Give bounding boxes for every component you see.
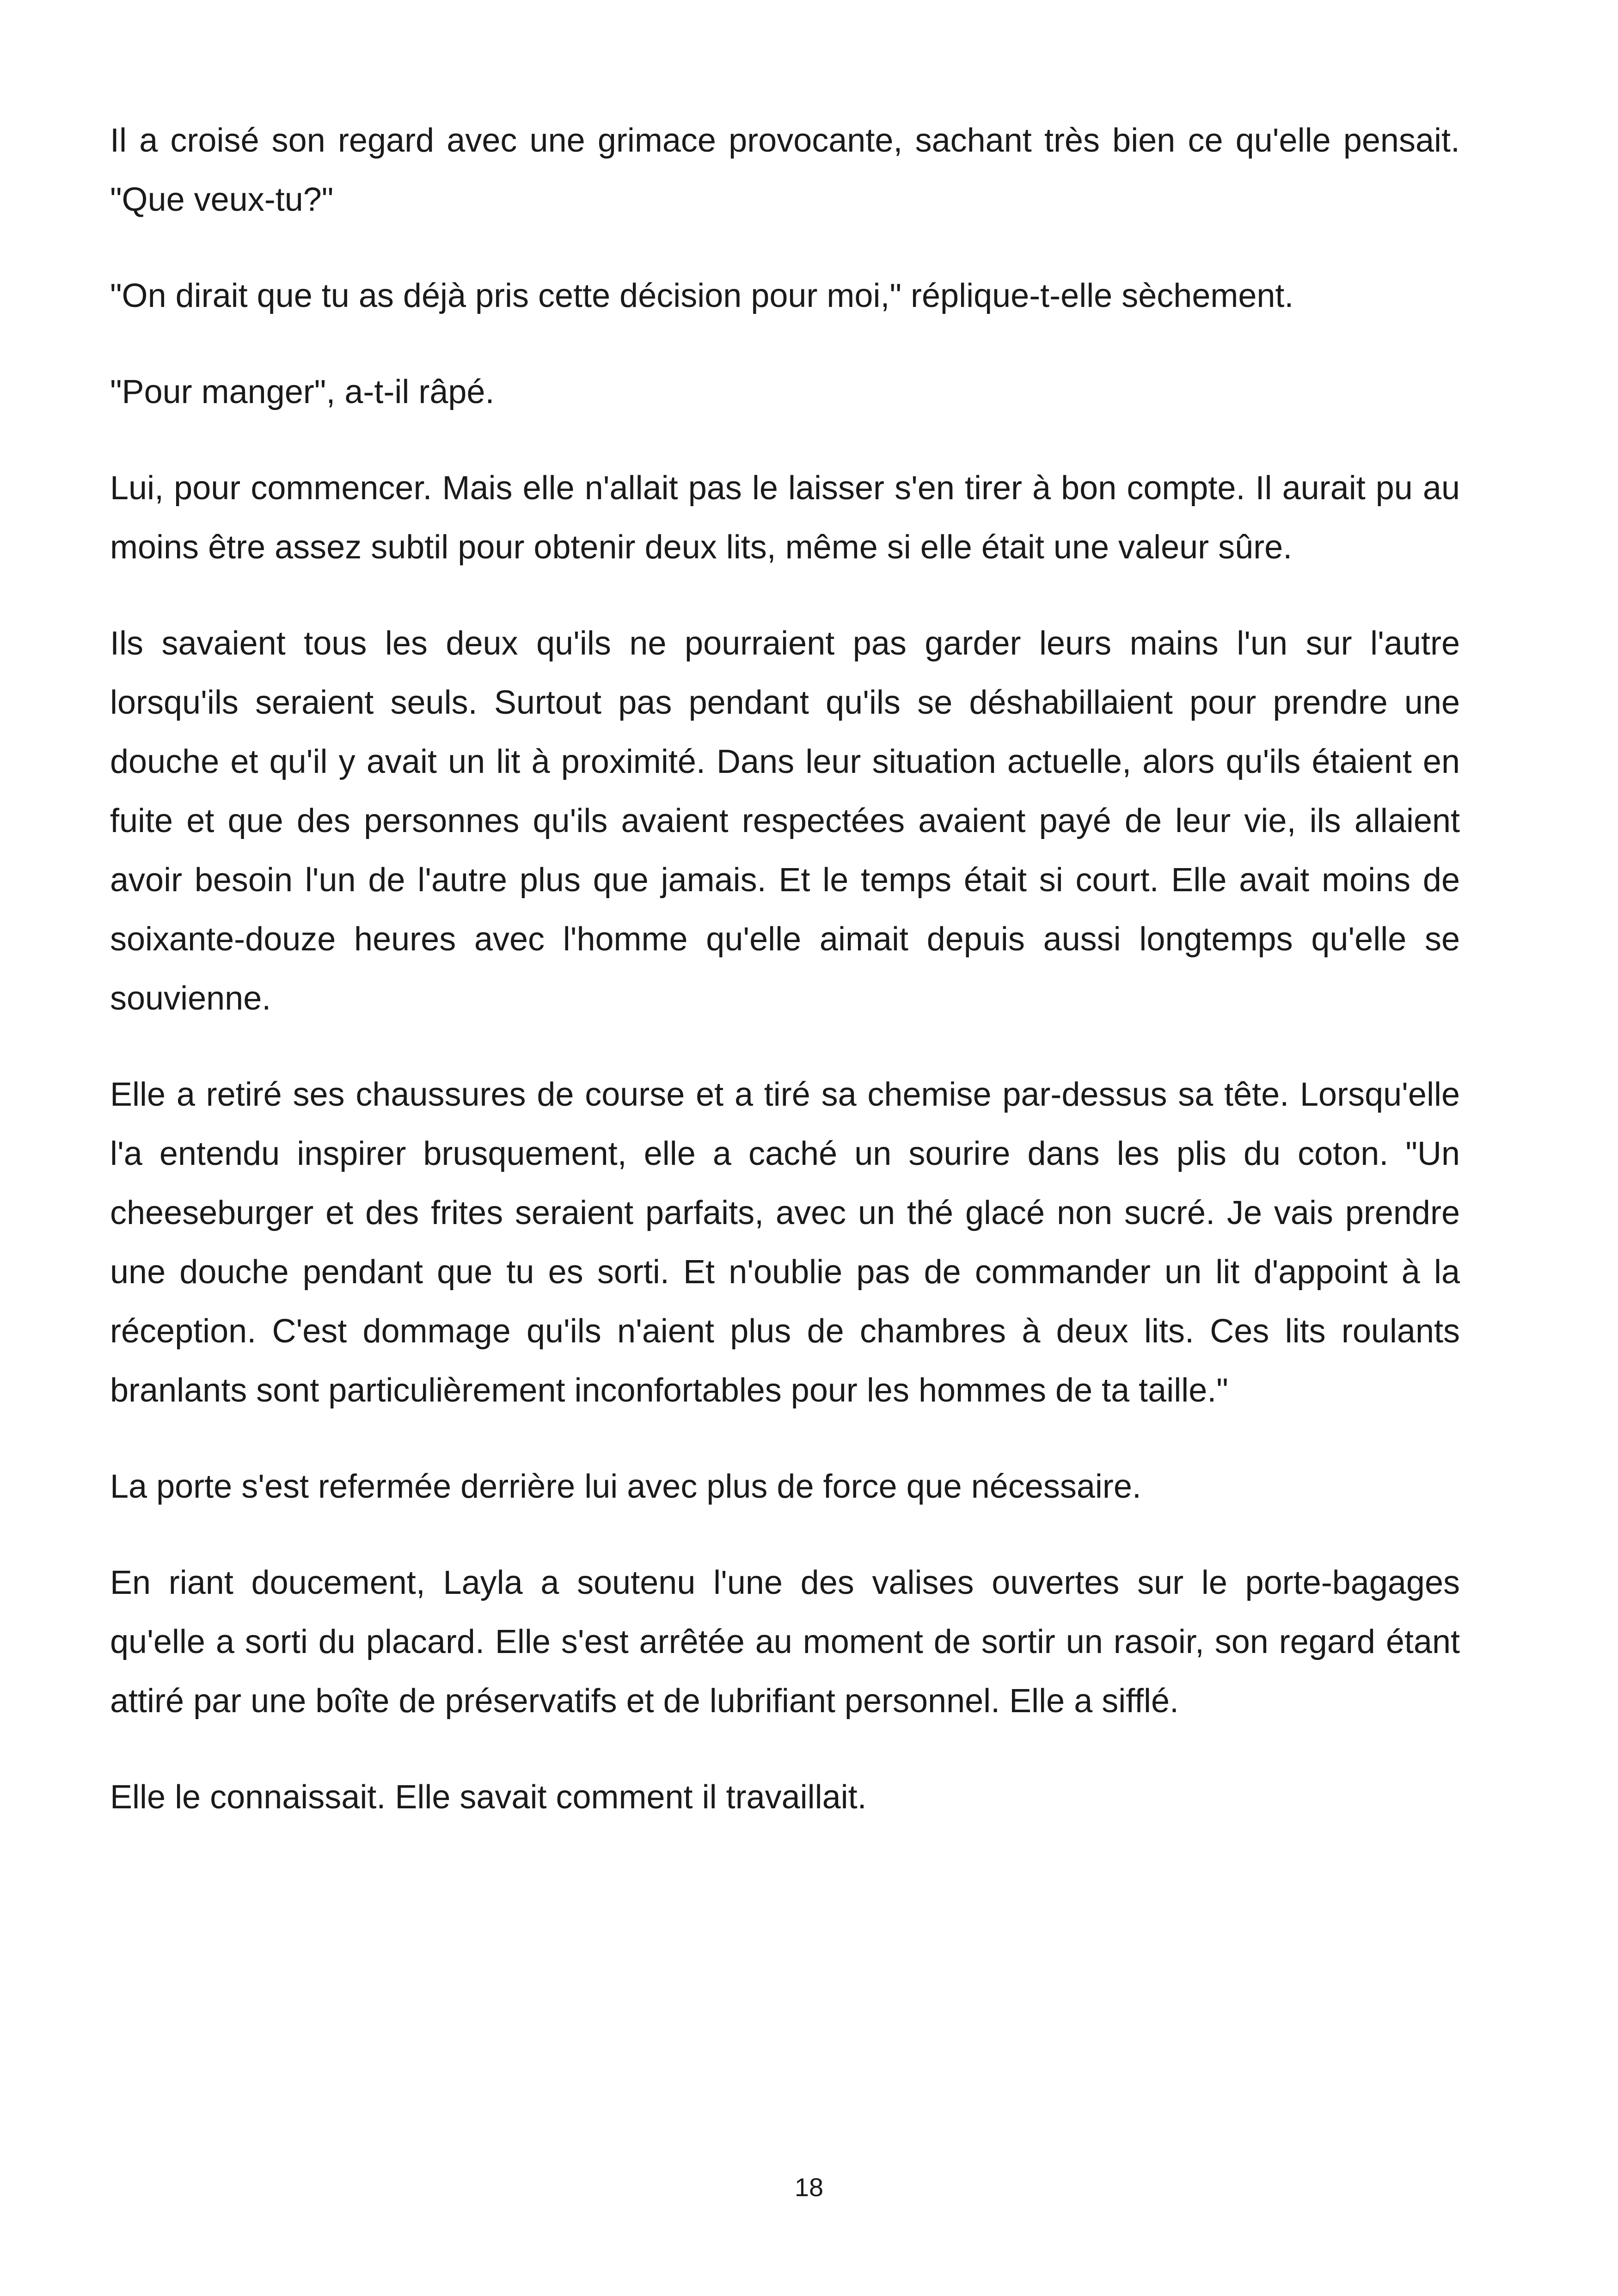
- paragraph: Elle a retiré ses chaussures de course et a tiré sa chemise par-dessus sa tête. Lorsqu'elle l'a entendu inspirer brusquement, elle a caché un sourire dans les plis du coton. "Un cheeseburger et des frites seraient parfaits, avec un thé glacé non sucré. Je vais prendre une douche pendant que tu es sorti. Et n'oublie pas de commander un lit d'appoint à la réception. C'est dommage qu'ils n'aient plus de chambres à deux lits. Ces lits roulants branlants sont particulièrement inconfortables pour les hommes de ta taille.": [110, 1076, 1460, 1409]
- paragraph: Ils savaient tous les deux qu'ils ne pourraient pas garder leurs mains l'un sur l'autre lorsqu'ils seraient seuls. Surtout pas pendant qu'ils se déshabillaient pour prendre une douche et qu'il y avait un lit à proximité. Dans leur situation actuelle, alors qu'ils étaient en fuite et que des personnes qu'ils avaient respectées avaient payé de leur vie, ils allaient avoir besoin l'un de l'autre plus que jamais. Et le temps était si court. Elle avait moins de soixante-douze heures avec l'homme qu'elle aimait depuis aussi longtemps qu'elle se souvienne.: [110, 625, 1460, 1017]
- page-number: 18: [794, 2173, 824, 2202]
- paragraph: Lui, pour commencer. Mais elle n'allait pas le laisser s'en tirer à bon compte. Il aurait pu au moins être assez subtil pour obtenir deux lits, même si elle était une valeur sûre.: [110, 470, 1460, 566]
- paragraph: Il a croisé son regard avec une grimace provocante, sachant très bien ce qu'elle pensait. "Que veux-tu?": [110, 122, 1460, 218]
- body-text: [110, 111, 1460, 1864]
- paragraph: La porte s'est refermée derrière lui avec plus de force que nécessaire.: [110, 1468, 1141, 1505]
- paragraph: "On dirait que tu as déjà pris cette décision pour moi," réplique-t-elle sèchement.: [110, 277, 1294, 314]
- paragraph: En riant doucement, Layla a soutenu l'une des valises ouvertes sur le porte-bagages qu'elle a sorti du placard. Elle s'est arrêtée au moment de sortir un rasoir, son regard étant attiré par une boîte de préservatifs et de lubrifiant personnel. Elle a sifflé.: [110, 1564, 1460, 1720]
- paragraph: "Pour manger", a-t-il râpé.: [110, 373, 495, 410]
- paragraph: Elle le connaissait. Elle savait comment il travaillait.: [110, 1779, 867, 1816]
